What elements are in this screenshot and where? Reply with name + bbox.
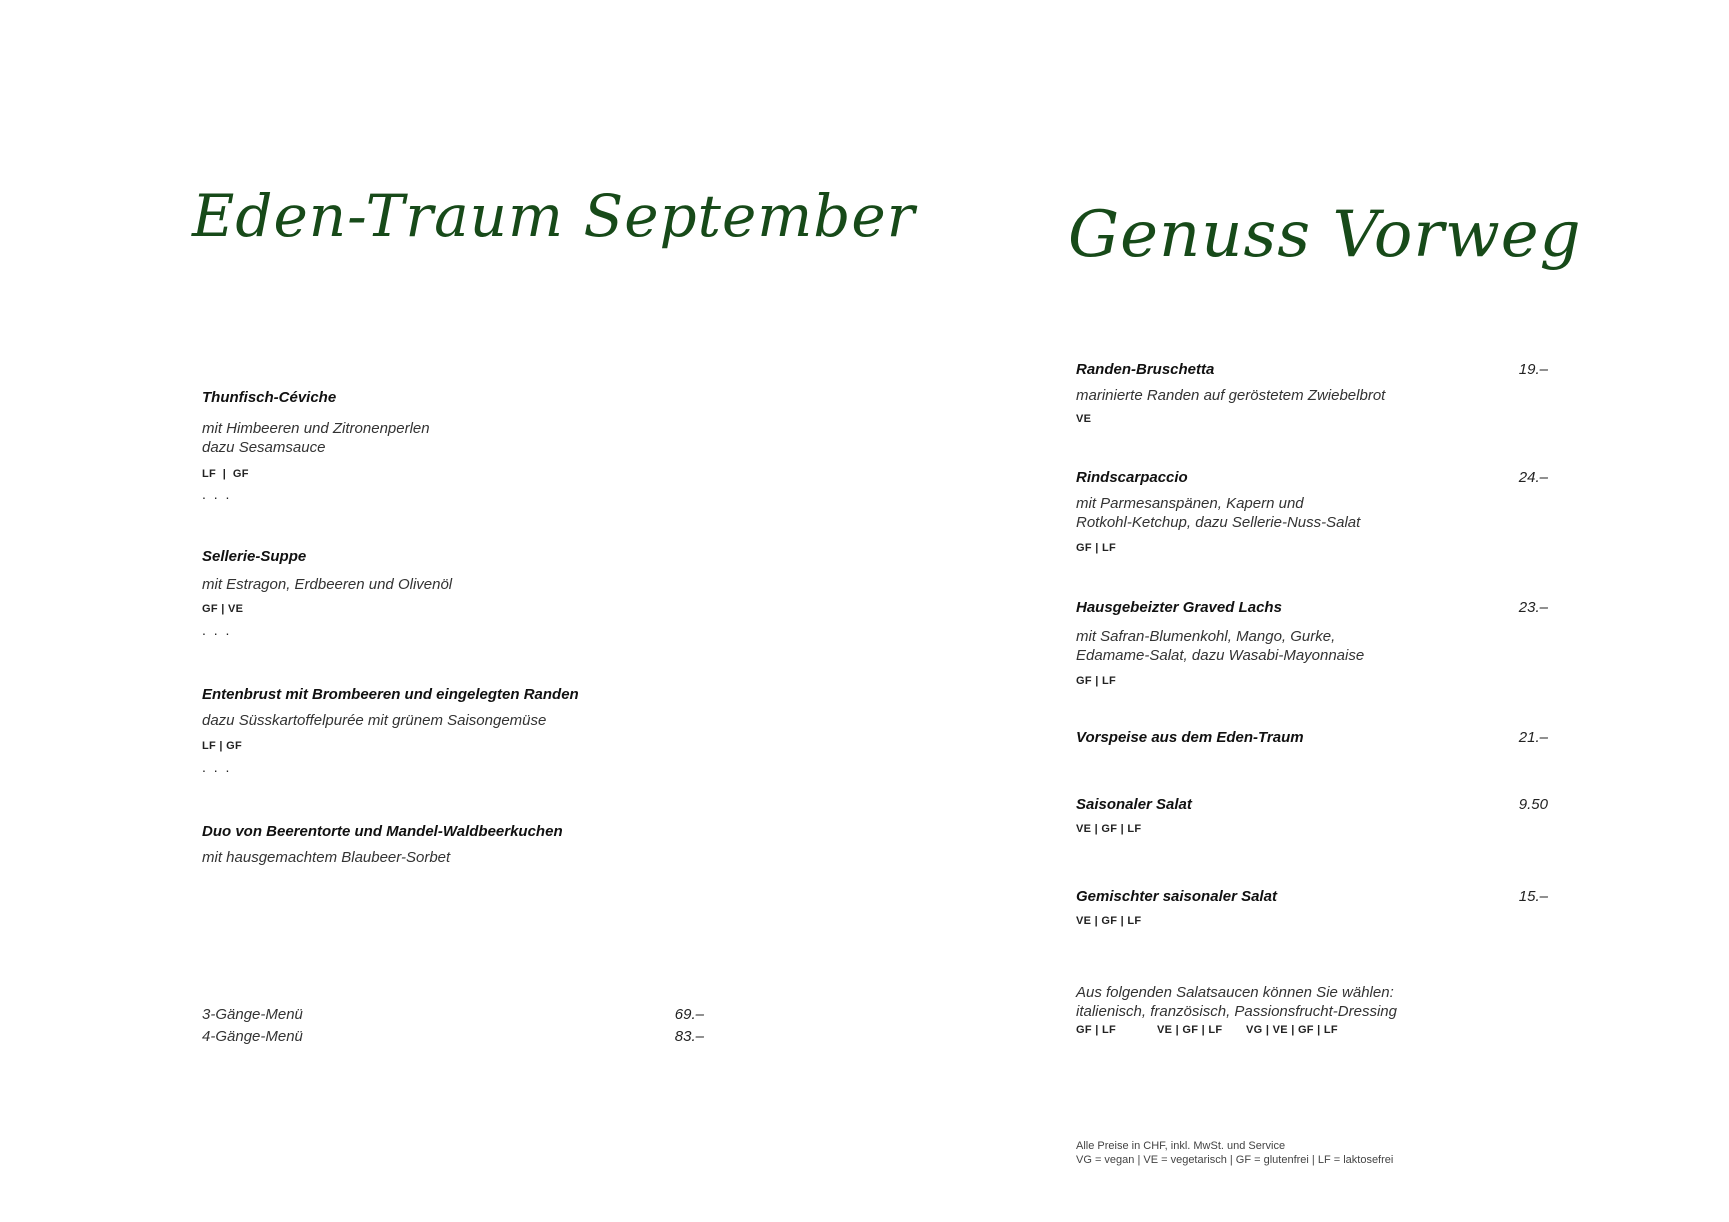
starter-6-name: Gemischter saisonaler Salat	[1076, 888, 1277, 905]
starter-3-desc-line-1: mit Safran-Blumenkohl, Mango, Gurke,	[1076, 628, 1336, 645]
starter-6-tags: VE | GF | LF	[1076, 915, 1142, 927]
sauce-2-tags: VE | GF | LF	[1157, 1024, 1223, 1036]
course-3-desc-line-1: dazu Süsskartoffelpurée mit grünem Saisongemüse	[202, 712, 547, 729]
course-1-separator: . . .	[202, 486, 232, 502]
starter-3-name: Hausgebeizter Graved Lachs	[1076, 599, 1282, 616]
menu-4-course-label: 4-Gänge-Menü	[202, 1028, 303, 1045]
course-2-tags: GF | VE	[202, 603, 244, 615]
sauces-intro: Aus folgenden Salatsaucen können Sie wählen:	[1076, 984, 1394, 1001]
right-page-title: Genuss Vorweg	[1068, 198, 1582, 272]
starter-6-price: 15.–	[1518, 888, 1548, 905]
course-1-tags: LF | GF	[202, 468, 249, 480]
footer-legend: VG = vegan | VE = vegetarisch | GF = glutenfrei | LF = laktosefrei	[1076, 1154, 1394, 1166]
course-3-separator: . . .	[202, 759, 232, 775]
starter-5-tags: VE | GF | LF	[1076, 823, 1142, 835]
left-page-title: Eden-Traum September	[192, 182, 916, 250]
starter-2-name: Rindscarpaccio	[1076, 469, 1188, 486]
course-1-desc-line-2: dazu Sesamsauce	[202, 439, 326, 456]
starter-1-price: 19.–	[1518, 361, 1548, 378]
course-1-desc-line-1: mit Himbeeren und Zitronenperlen	[202, 420, 430, 437]
course-3-name: Entenbrust mit Brombeeren und eingelegten Randen	[202, 686, 579, 703]
footer-prices-note: Alle Preise in CHF, inkl. MwSt. und Service	[1076, 1140, 1286, 1152]
menu-3-course-price: 69.–	[674, 1006, 704, 1023]
menu-3-course-label: 3-Gänge-Menü	[202, 1006, 303, 1023]
starter-2-price: 24.–	[1518, 469, 1548, 486]
menu-4-course-price: 83.–	[674, 1028, 704, 1045]
starter-2-desc-line-1: mit Parmesanspänen, Kapern und	[1076, 495, 1304, 512]
sauce-1-tags: GF | LF	[1076, 1024, 1117, 1036]
course-4-desc-line-1: mit hausgemachtem Blaubeer-Sorbet	[202, 849, 451, 866]
starter-3-price: 23.–	[1518, 599, 1548, 616]
sauces-list: italienisch, französisch, Passionsfrucht-Dressing	[1076, 1003, 1397, 1020]
starter-5-price: 9.50	[1518, 796, 1548, 813]
course-1-name: Thunfisch-Céviche	[202, 389, 337, 406]
starter-4-price: 21.–	[1518, 729, 1548, 746]
course-2-separator: . . .	[202, 622, 232, 638]
starter-5-name: Saisonaler Salat	[1076, 796, 1192, 813]
starter-2-desc-line-2: Rotkohl-Ketchup, dazu Sellerie-Nuss-Salat	[1076, 514, 1361, 531]
starter-2-tags: GF | LF	[1076, 542, 1117, 554]
starter-4-name: Vorspeise aus dem Eden-Traum	[1076, 729, 1304, 746]
sauce-3-tags: VG | VE | GF | LF	[1246, 1024, 1338, 1036]
starter-3-desc-line-2: Edamame-Salat, dazu Wasabi-Mayonnaise	[1076, 647, 1365, 664]
starter-1-tags: VE	[1076, 413, 1092, 425]
course-2-desc-line-1: mit Estragon, Erdbeeren und Olivenöl	[202, 576, 453, 593]
starter-1-desc-line-1: marinierte Randen auf geröstetem Zwiebelbrot	[1076, 387, 1386, 404]
course-4-name: Duo von Beerentorte und Mandel-Waldbeerkuchen	[202, 823, 563, 840]
starter-1-name: Randen-Bruschetta	[1076, 361, 1215, 378]
course-3-tags: LF | GF	[202, 740, 243, 752]
starter-3-tags: GF | LF	[1076, 675, 1117, 687]
course-2-name: Sellerie-Suppe	[202, 548, 307, 565]
